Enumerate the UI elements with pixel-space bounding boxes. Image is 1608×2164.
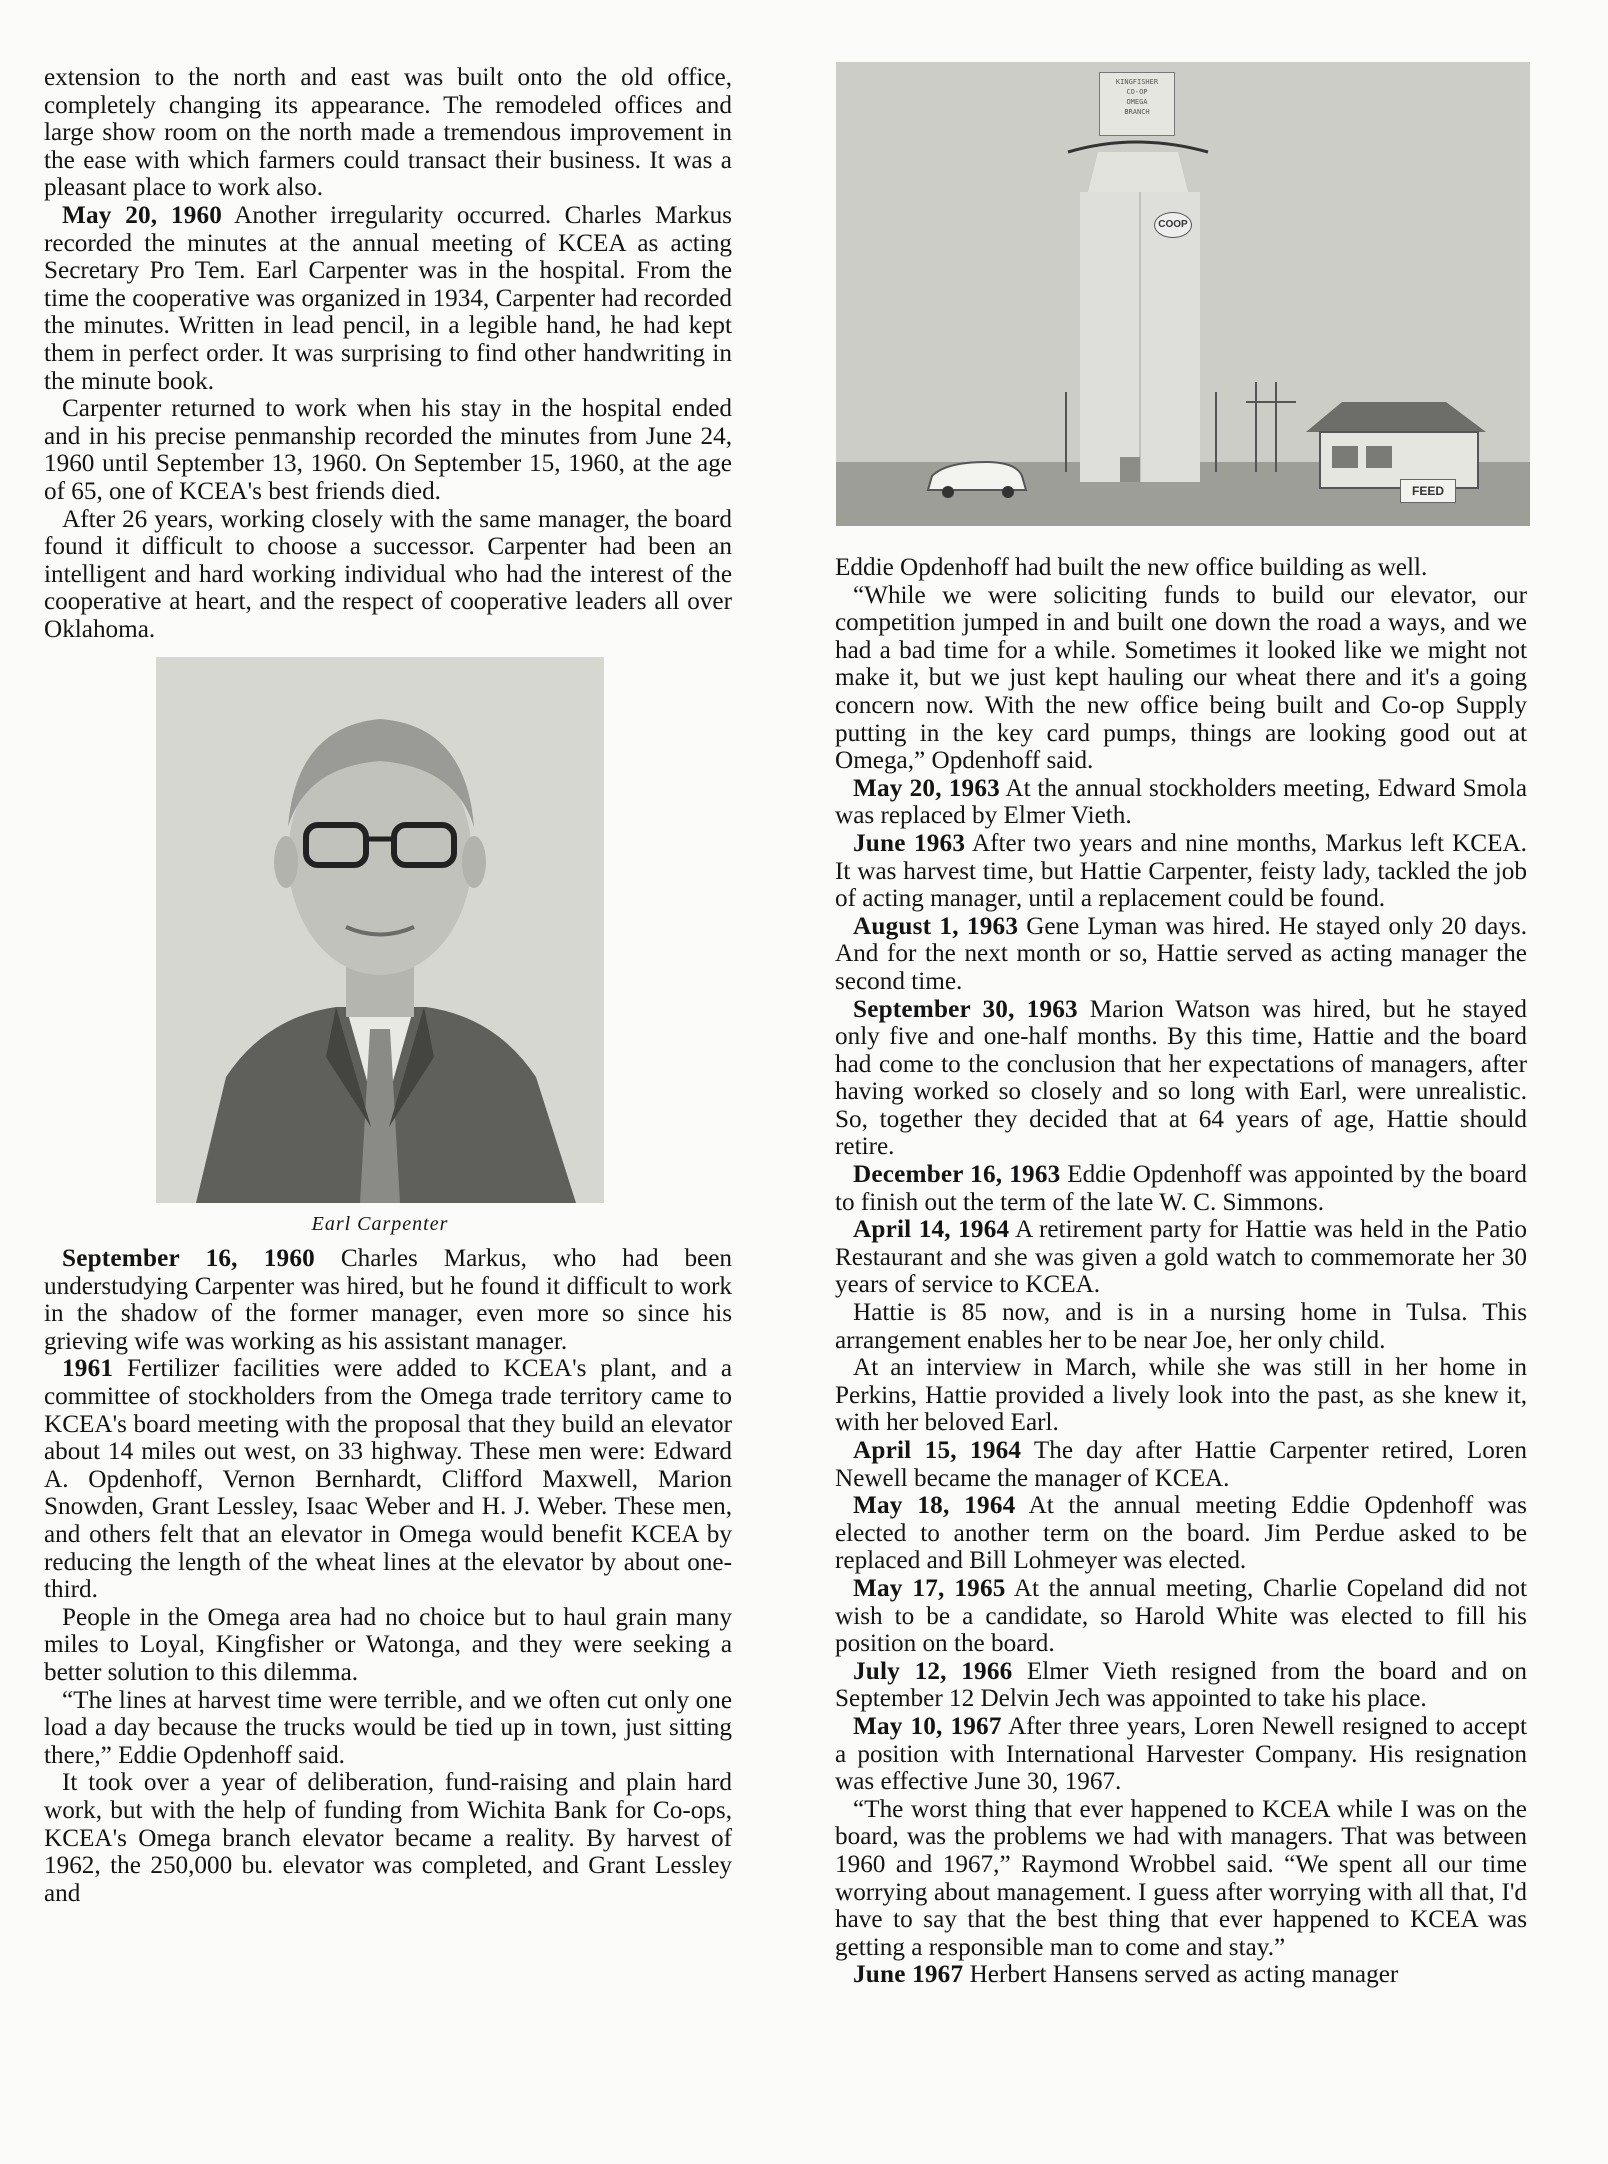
elevator-photo (836, 62, 1530, 526)
paragraph: “The worst thing that ever happened to KCEA while I was on the board, was the problems we had with managers. That was between 1960 and 1967,” Raymond Wrobbel said. “We spent all our time worrying about management. I guess after worrying with all that, I'd have to say that the best thing that ever happened to KCEA was getting a responsible man to come and stay.” (835, 1795, 1527, 1961)
paragraph: May 10, 1967 After three years, Loren Newell resigned to accept a position with International Harvester Company. His resignation was effective June 30, 1967. (835, 1712, 1527, 1796)
paragraph: June 1967 Herbert Hansens served as acting manager (853, 1961, 1399, 1989)
paragraph: At an interview in March, while she was still in her home in Perkins, Hattie provided a lively look into the past, as she knew it, with her beloved Earl. (835, 1354, 1527, 1437)
paragraph: May 20, 1963 At the annual stockholders meeting, Edward Smola was replaced by Elmer Vieth. (835, 774, 1527, 830)
paragraph: August 1, 1963 Gene Lyman was hired. He stayed only 20 days. And for the next month or so, Hattie served as acting manager the second time. (835, 912, 1527, 995)
paragraph: Hattie is 85 now, and is in a nursing home in Tulsa. This arrangement enables her to be near Joe, her only child. (835, 1299, 1527, 1354)
paragraph: It took over a year of deliberation, fund-raising and plain hard work, but with the help of funding from Wichita Bank for Co-ops, KCEA's Omega branch elevator became a reality. By harvest of 1962, the 250,000 bu. elevator was completed, and Grant Lessley and (44, 1769, 732, 1907)
coop-logo-badge: COOP (1154, 212, 1192, 238)
kingfisher-coop-sign: KINGFISHER CO-OP OMEGA BRANCH (1099, 72, 1175, 136)
paragraph: April 14, 1964 A retirement party for Hattie was held in the Patio Restaurant and she was given a gold watch to commemorate her 30 years of service to KCEA. (835, 1216, 1527, 1299)
portrait-photo (156, 657, 604, 1203)
paragraph: December 16, 1963 Eddie Opdenhoff was appointed by the board to finish out the term of the late W. C. Simmons. (835, 1161, 1527, 1216)
paragraph: May 20, 1960 Another irregularity occurred. Charles Markus recorded the minutes at the annual meeting of KCEA as acting Secretary Pro Tem. Earl Carpenter was in the hospital. From the time the cooperative was organized in 1934, Carpenter had recorded the minutes. Written in lead pencil, in a legible hand, he had kept them in perfect order. It was surprising to find other handwriting in the minute book. (44, 201, 732, 395)
portrait-figure (156, 657, 604, 1239)
paragraph: May 17, 1965 At the annual meeting, Charlie Copeland did not wish to be a candidate, so Harold White was elected to fill his position on the board. (835, 1574, 1527, 1658)
paragraph: “While we were soliciting funds to build our elevator, our competition jumped in and built one down the road a ways, and we had a bad time for a while. Sometimes it looked like we might not make it, but we just kept hauling our wheat there and it's a going concern now. With the new office being built and Co-op Supply putting in the key card pumps, things are looking good out at Omega,” Opdenhoff said. (835, 581, 1527, 775)
paragraph: Eddie Opdenhoff had built the new office building as well. (835, 554, 1428, 581)
portrait-caption: Earl Carpenter (311, 1213, 449, 1236)
paragraph: extension to the north and east was built onto the old office, completely changing its appearance. The remodeled offices and large show room on the north made a tremendous improvement in the ease with which farmers could transact their business. It was a pleasant place to work also. (44, 64, 732, 202)
left-column (44, 64, 732, 1907)
paragraph: People in the Omega area had no choice but to haul grain many miles to Loyal, Kingfisher or Watonga, and they were seeking a better solution to this dilemma. (44, 1603, 732, 1686)
paragraph: After 26 years, working closely with the same manager, the board found it difficult to choose a successor. Carpenter had been an intelligent and hard working individual who had the interest of the cooperative at heart, and the respect of cooperative leaders all over Oklahoma. (44, 505, 732, 643)
elevator-illustration (836, 62, 1530, 526)
portrait-illustration (156, 657, 604, 1203)
paragraph: April 15, 1964 The day after Hattie Carpenter retired, Loren Newell became the manager of KCEA. (835, 1437, 1527, 1492)
paragraph: July 12, 1966 Elmer Vieth resigned from the board and on September 12 Delvin Jech was appointed to take his place. (835, 1657, 1527, 1713)
paragraph: September 30, 1963 Marion Watson was hired, but he stayed only five and one-half months. By this time, Hattie and the board had come to the conclusion that her expectations of managers, after having worked so closely and so long with Earl, were unrealistic. So, together they decided that at 64 years of age, Hattie should retire. (835, 995, 1527, 1161)
paragraph: “The lines at harvest time were terrible, and we often cut only one load a day because the trucks would be tied up in town, just sitting there,” Eddie Opdenhoff said. (44, 1686, 732, 1769)
paragraph: June 1963 After two years and nine months, Markus left KCEA. It was harvest time, but Hattie Carpenter, feisty lady, tackled the job of acting manager, until a replacement could be found. (835, 829, 1527, 913)
paragraph: 1961 Fertilizer facilities were added to KCEA's plant, and a committee of stockholders from the Omega trade territory came to KCEA's board meeting with the proposal that they build an elevator about 14 miles out west, on 33 highway. These men were: Edward A. Opdenhoff, Vernon Bernhardt, Clifford Maxwell, Marion Snowden, Grant Lessley, Isaac Weber and H. J. Weber. These men, and others felt that an elevator in Omega would benefit KCEA by reducing the length of the wheat lines at the elevator by about one-third. (44, 1355, 732, 1604)
paragraph: May 18, 1964 At the annual meeting Eddie Opdenhoff was elected to another term on the board. Jim Perdue asked to be replaced and Bill Lohmeyer was elected. (835, 1492, 1527, 1575)
paragraph: September 16, 1960 Charles Markus, who had been understudying Carpenter was hired, but he found it difficult to work in the shadow of the former manager, even more so since his grieving wife was working as his assistant manager. (44, 1245, 733, 1355)
paragraph: Carpenter returned to work when his stay in the hospital ended and in his precise penmanship recorded the minutes from June 24, 1960 until September 13, 1960. On September 15, 1960, at the age of 65, one of KCEA's best friends died. (44, 395, 732, 505)
feed-sign: FEED (1400, 479, 1456, 503)
right-column (835, 554, 1527, 1989)
